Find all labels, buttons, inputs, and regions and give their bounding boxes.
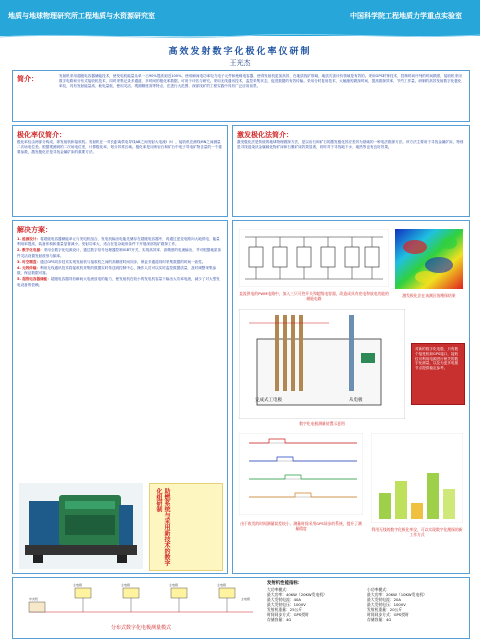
spec-line: 最大发射电流：40A (267, 597, 302, 602)
specs-large-mode (267, 587, 365, 622)
header-wave-decoration (0, 30, 480, 40)
specs-block (267, 580, 465, 635)
intro-heading: 简介： (17, 74, 38, 83)
network-caption: 分布式数字化电极测量模式 (110, 625, 171, 631)
spec-line: 时间同步方式：GPS授时 (267, 612, 309, 617)
solution-item (17, 277, 223, 287)
intro-text: 发射机采用超级电容器储能技术，使发电机能量从单一占90%提高到近100%，使用瞬间电功率电力电子元件和绝缘电容器，使得发射机更加高效、在地质找矿领域、地质灾害评价领域是有效的。采用GPS时钟技术，控制时间序列的时间精度，接收机采用数字电路和分布式接收机技术，同时采集记录多通道、多时间的极化率数据，可用于评估与研究。采用无线通讯技术，监控采集状态，促进数据的有效传输。采用分时复用技术，大幅缩短勘探时间，提高勘探效率，节约工作量。研制的高效发射数字化极化率仪，具有发射能量高、耗电量低、使用灵活、观测精度高等特点，在进行大范围、深部找矿的工程实践中具有广泛应用前景。 (59, 74, 462, 89)
tank-label-right: 从电极 (349, 398, 363, 403)
ip-instrument-text: 极化率仪由两部分构成，即发射机和接收机。发射机在一对长距离供电导线AB之间发射大电流I（t），接收机在测线MN之间测量二次场电位差。根据观测到的二次场电位差，计算极化率，划分异常区域。极化率是反映岩石和矿石中电子导电矿物含量的一个重要参数，激发极化法是寻找金属矿床的重要方法。 (17, 140, 222, 155)
electrode-note-text: 对新的数字化电极，只有数个接受机和GPS接口，接收仪可利用电源进行相关的数字化测量，以及为更多电极节点提供稳定参考。 (415, 347, 459, 371)
spec-line: 最大功率：40KW（20KW发电机） (267, 592, 327, 597)
network-label: 中央机 (29, 597, 39, 601)
time-series-plot (239, 433, 363, 515)
solution-item (17, 248, 223, 258)
solution-body (17, 237, 223, 289)
network-label: 主电极 (241, 597, 251, 601)
solution-item-title: 5. 超级电容器储能： (17, 277, 51, 282)
pwm-circuit-diagram (239, 229, 389, 287)
spec-line: 发射机重量：25公斤 (267, 607, 303, 612)
electrode-note-card (411, 343, 465, 405)
spec-line: 最大发射电压：1000V (367, 602, 406, 607)
distributed-electrode-network (23, 580, 259, 620)
specs-large-heading: 大功率模式： (267, 587, 290, 592)
ip-method-heading: 激发极化法简介： (237, 130, 293, 139)
spec-line: 发射机重量：20公斤 (367, 607, 403, 612)
tank-caption: 数字化电极测量装置示意图 (299, 421, 345, 426)
institute-name: 地质与地球物理研究所工程地质与水资源研究室 (8, 11, 155, 20)
solution-heading: 解决方案： (17, 225, 52, 234)
tank-label-left: 完成式工电极 (255, 398, 282, 403)
solution-item (17, 266, 223, 276)
solution-item-title: 2. 数字化电源： (17, 248, 44, 253)
solution-panel (12, 220, 228, 574)
ip-instrument-panel (12, 125, 228, 217)
solution-item-text: 利用无线通讯技术将接收机采集的数据实时传送到控制中心，操作人员可以实时监控数据质量，及时调整采集参数，保证数据可靠。 (17, 266, 217, 276)
solution-item-title: 1. 能源设计： (17, 237, 41, 241)
spec-line: 最大功率：20KW（10KW发电机） (367, 592, 427, 597)
ip-method-panel (232, 125, 470, 217)
circuit-caption: 直流供电的PWM电路中，加入三只可控开关和超级电容器，改造成具有充电和放电功能的储能电路 (239, 291, 389, 301)
specs-small-heading: 小功率模式： (367, 587, 390, 592)
solution-item-title: 3. 时空精度： (17, 259, 41, 264)
bottom-panel (12, 577, 470, 639)
figures-panel (232, 220, 470, 574)
solution-item-text: 采用全数字化电源设计，通过数字信号处理器控制IGBT开关，实现高效率、高精度的电流输出，并可根据地质条件灵活设置发射波形与频率。 (17, 248, 222, 258)
solution-item-title: 4. 无线传输： (17, 266, 41, 271)
network-label: 主电极 (121, 583, 131, 587)
network-label: 主电极 (217, 583, 227, 587)
solution-item-text: 超级电容器具有瞬间大电流放电的能力，使发射机在较小的发电机容量下输出大功率电流，减少了对大型发电设备的依赖。 (17, 277, 220, 287)
specs-title: 发射机性能指标： (267, 581, 303, 586)
spec-line: 时间同步方式：GPS授时 (367, 612, 409, 617)
network-label: 主电极 (73, 583, 83, 587)
poster-title: 高效发射数字化极化率仪研制 (168, 47, 312, 57)
intro-panel (12, 70, 470, 122)
specs-small-mode (367, 587, 465, 622)
ip-instrument-heading: 极化率仪简介： (17, 130, 66, 139)
spec-line: 存储容量：4G (267, 617, 292, 622)
generator-photo (19, 483, 143, 569)
generator-text-card (149, 483, 223, 571)
spec-line: 存储容量：4G (367, 617, 392, 622)
field-result-caption: 激发极化法在该测区的勘探结果 (402, 293, 456, 298)
lab-name: 中国科学院工程地质力学重点实验室 (350, 11, 462, 20)
time-series-caption: 由于收发的时间测量误差较小，测量时间采用GPS同步的系统，提升了测量精度 (240, 521, 362, 531)
solution-item-text: 通过GPS同步技术实现发射机与接收机之间的高精度时间同步，保证多通道同时采集数据的时间一致性。 (40, 259, 206, 264)
solution-item (17, 260, 223, 265)
network-label: 主电极 (169, 583, 179, 587)
solution-item-text: 将超级电容器储能单元与发电机组合，发电机输出电能先储存在超级电容器中，再通过逆变电路向大地供电，能量利用率提高，装备体积和重量显著减小。发射功率大，适合在复杂地形条件下开展深部找矿勘探工作。 (17, 237, 220, 247)
ip-method-text: 激发极化法是传统的地球物理勘探方法，是以岩石和矿石的激发极化效应差异为基础的一种电法勘探方法。该方法主要用于寻找金属矿床，特别是寻找浸染状金属硫化物矿床和石墨矿床效果显著，同时对于寻找地下水、地热等也有良好效果。 (237, 140, 464, 150)
wireless-bar-graph (371, 433, 463, 523)
bar-graph-caption: 利用无线的数字化极化率仪，可以实现数字化勘探的新工作方式 (371, 527, 463, 537)
spec-line: 最大发射电压：1000V (267, 602, 306, 607)
generator-text: 助燃系统与采用新技术的数字化组研制 (155, 488, 170, 566)
author-name: 王光杰 (229, 59, 251, 67)
ip-field-result-map (395, 229, 463, 289)
spec-line: 最大发射电流：20A (367, 597, 402, 602)
solution-item (17, 237, 223, 247)
